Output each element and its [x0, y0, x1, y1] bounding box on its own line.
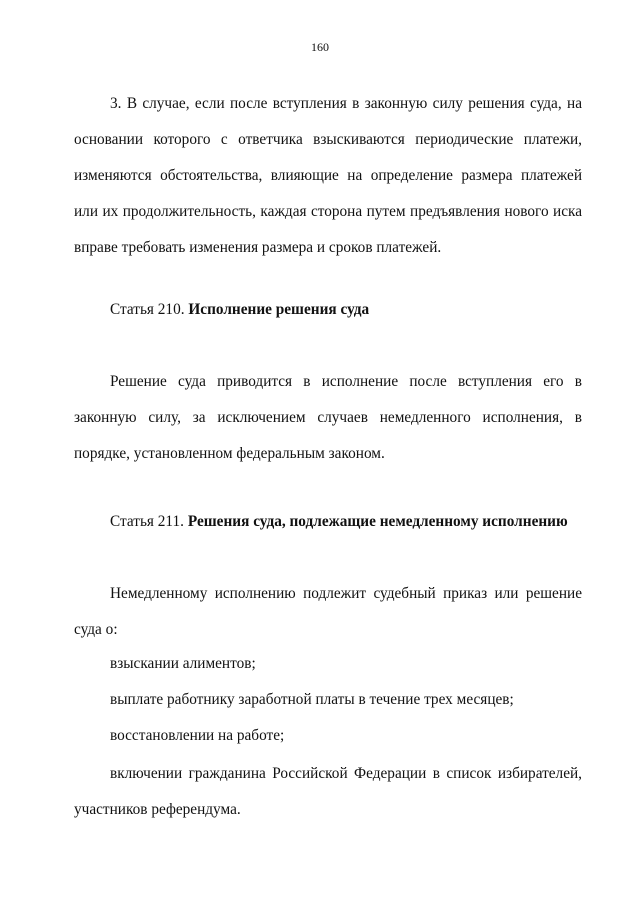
- paragraph-article-211-intro: Немедленному исполнению подлежит судебный приказ или решение суда о:: [74, 585, 582, 638]
- article-210-title: Исполнение решения суда: [188, 301, 370, 318]
- list-item: взыскании алиментов;: [110, 655, 256, 672]
- list-item: выплате работнику заработной платы в течение трех месяцев;: [110, 691, 514, 708]
- article-210-heading: [110, 300, 369, 320]
- paragraph-article-210: Решение суда приводится в исполнение после вступления его в законную силу, за исключением случаев немедленного исполнения, в порядке, установленном федеральным законом.: [74, 373, 582, 462]
- article-211-prefix: Статья 211.: [110, 513, 184, 530]
- list-item: восстановлении на работе;: [110, 727, 285, 744]
- paragraph-article-209-part-3: 3. В случае, если после вступления в законную силу решения суда, на основании которого с ответчика взыскиваются периодические платежи, изменяются обстоятельства, влияющие на определение размера платежей или их продолжительность, каждая сторона путем предъявления нового иска вправе требовать изменения размера и сроков платежей.: [74, 95, 582, 256]
- list-item-last: включении гражданина Российской Федерации в список избирателей, участников референдума.: [74, 765, 582, 818]
- article-211-heading: [110, 512, 568, 532]
- article-210-prefix: Статья 210.: [110, 301, 185, 318]
- article-211-title: Решения суда, подлежащие немедленному исполнению: [187, 513, 568, 530]
- page-number: 160: [311, 40, 329, 54]
